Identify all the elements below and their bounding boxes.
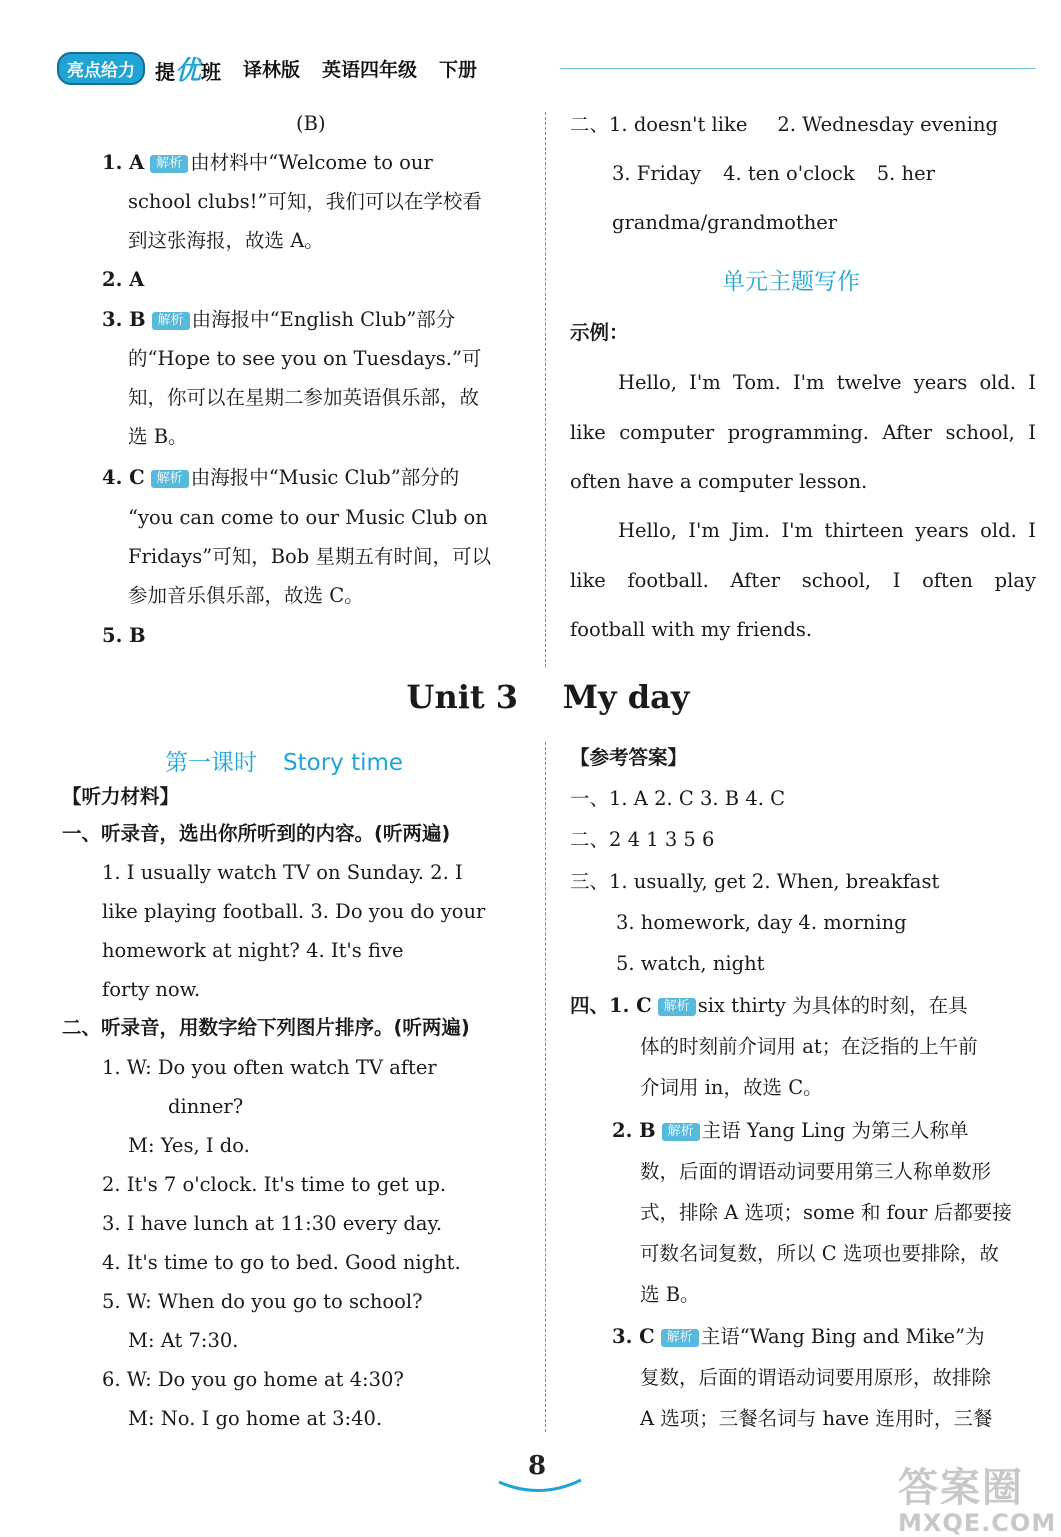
analysis-tag: 解析	[151, 470, 189, 488]
a4-label: 四、1. C	[570, 994, 652, 1017]
lesson-title	[165, 744, 403, 777]
q4-answer-line	[102, 464, 459, 492]
transcript-line: 4. It's time to go to bed. Good night.	[102, 1251, 461, 1274]
transcript-line: 2. It's 7 o'clock. It's time to get up.	[102, 1173, 447, 1196]
lesson-name: Story time	[283, 750, 404, 776]
watermark-logo: 答案圈	[898, 1465, 1024, 1511]
essay-line: often have a computer lesson.	[570, 470, 868, 493]
q3-text: 选 B。	[128, 425, 188, 448]
q3-text: 由海报中“English Club”部分	[191, 308, 456, 331]
answer-item: 5. her	[876, 162, 935, 185]
column-divider-bottom	[545, 742, 546, 1432]
c-answer-line	[612, 1323, 985, 1351]
c-text: A 选项；三餐名词与 have 连用时，三餐	[640, 1407, 993, 1430]
answer-item: 3. Friday	[612, 162, 702, 185]
answer-line: 二、2 4 1 3 5 6	[570, 828, 715, 851]
analysis-tag: 解析	[661, 1329, 699, 1347]
writing-section-title: 单元主题写作	[722, 269, 860, 295]
answer-line: 5. watch, night	[616, 952, 765, 975]
page-header	[57, 52, 477, 84]
analysis-tag: 解析	[150, 155, 188, 173]
a4-text: six thirty 为具体的时刻，在具	[697, 994, 968, 1017]
edition: 译林版	[243, 58, 301, 81]
transcript-line: M: No. I go home at 3:40.	[128, 1407, 383, 1430]
brand-badge: 亮点给力	[57, 52, 145, 85]
header-rule	[560, 68, 1036, 69]
transcript-line: homework at night? 4. It's five	[102, 939, 404, 962]
answer-item: 1. doesn't like	[609, 113, 748, 136]
answer-line: 一、1. A 2. C 3. B 4. C	[570, 787, 786, 810]
series-name	[155, 50, 221, 87]
b-text: 主语 Yang Ling 为第三人称单	[701, 1119, 969, 1142]
q1-text: 由材料中“Welcome to our	[190, 151, 433, 174]
q4-label: 4. C	[102, 466, 145, 489]
part-label: (B)	[296, 112, 326, 135]
analysis-tag: 解析	[658, 998, 696, 1016]
series-ti: 提	[155, 59, 175, 84]
essay-line: like football. After school, I often play	[570, 569, 1036, 592]
subject: 英语四年级	[322, 58, 418, 81]
q1-label: 1. A	[102, 151, 145, 174]
c-text: 复数，后面的谓语动词要用原形，故排除	[640, 1366, 992, 1389]
b-answer-line	[612, 1117, 969, 1145]
q1-text: school clubs!”可知，我们可以在学校看	[128, 190, 482, 213]
volume: 下册	[439, 58, 478, 81]
q5-answer: 5. B	[102, 624, 146, 647]
page-number-swoosh	[495, 1478, 585, 1498]
q3-label: 3. B	[102, 308, 146, 331]
watermark-url: MXQE.COM	[898, 1509, 1057, 1537]
q4-text: 由海报中“Music Club”部分的	[190, 466, 460, 489]
q4-text: “you can come to our Music Club on	[128, 506, 488, 529]
lesson-number: 第一课时	[165, 750, 257, 776]
q3-text: 的“Hope to see you on Tuesdays.”可	[128, 347, 482, 370]
transcript-line: M: At 7:30.	[128, 1329, 239, 1352]
essay-line: football with my friends.	[570, 618, 813, 641]
analysis-tag: 解析	[662, 1123, 700, 1141]
transcript-line: 5. W: When do you go to school?	[102, 1290, 423, 1313]
transcript-line: 1. I usually watch TV on Sunday. 2. I	[102, 861, 463, 884]
transcript-line: like playing football. 3. Do you do your	[102, 900, 486, 923]
q1-text: 到这张海报，故选 A。	[128, 229, 324, 252]
transcript-line: 1. W: Do you often watch TV after	[102, 1056, 437, 1079]
section-2-answers	[612, 160, 935, 188]
answer-line: 三、1. usually, get 2. When, breakfast	[570, 870, 940, 893]
section-4-answer-line	[570, 992, 968, 1020]
section-2-heading: 二、听录音，用数字给下列图片排序。(听两遍)	[62, 1016, 470, 1039]
c-text: 主语“Wang Bing and Mike”为	[700, 1325, 985, 1348]
section-prefix: 二、	[570, 113, 610, 136]
b-text: 可数名词复数，所以 C 选项也要排除，故	[640, 1242, 999, 1265]
reference-answers-heading: 【参考答案】	[570, 746, 688, 769]
series-you: 优	[175, 55, 202, 86]
series-ban: 班	[201, 59, 222, 84]
b-text: 数，后面的谓语动词要用第三人称单数形	[640, 1160, 992, 1183]
section-2-answers	[570, 111, 998, 139]
answer-item: 4. ten o'clock	[723, 162, 855, 185]
transcript-line: 6. W: Do you go home at 4:30?	[102, 1368, 404, 1391]
page-number: 8	[528, 1451, 547, 1481]
b-text: 选 B。	[640, 1283, 700, 1306]
example-label: 示例：	[570, 321, 629, 344]
q2-answer: 2. A	[102, 268, 145, 291]
answer-item: grandma/grandmother	[612, 211, 838, 234]
unit-title: Unit 3 My day	[406, 678, 690, 716]
section-1-heading: 一、听录音，选出你所听到的内容。(听两遍)	[62, 822, 451, 845]
column-divider-top	[545, 112, 546, 667]
analysis-tag: 解析	[152, 312, 190, 330]
watermark	[898, 1456, 1056, 1537]
q4-text: Fridays”可知，Bob 星期五有时间，可以	[128, 545, 491, 568]
q3-text: 知，你可以在星期二参加英语俱乐部，故	[128, 386, 480, 409]
transcript-line: M: Yes, I do.	[128, 1134, 250, 1157]
answer-line: 3. homework, day 4. morning	[616, 911, 907, 934]
answer-item: 2. Wednesday evening	[777, 113, 999, 136]
a4-text: 介词用 in，故选 C。	[640, 1076, 823, 1099]
a4-text: 体的时刻前介词用 at；在泛指的上午前	[640, 1035, 978, 1058]
q3-answer-line	[102, 306, 455, 334]
listening-material-heading: 【听力材料】	[62, 785, 180, 808]
transcript-line: dinner?	[168, 1095, 244, 1118]
q1-answer-line	[102, 149, 433, 177]
transcript-line: forty now.	[102, 978, 201, 1001]
essay-line: Hello, I'm Tom. I'm twelve years old. I	[618, 371, 1036, 394]
c-label: 3. C	[612, 1325, 655, 1348]
b-text: 式，排除 A 选项；some 和 four 后都要接	[640, 1201, 1012, 1224]
transcript-line: 3. I have lunch at 11:30 every day.	[102, 1212, 443, 1235]
essay-line: like computer programming. After school, I	[570, 421, 1036, 444]
b-label: 2. B	[612, 1119, 656, 1142]
essay-line: Hello, I'm Jim. I'm thirteen years old. I	[618, 519, 1036, 542]
q4-text: 参加音乐俱乐部，故选 C。	[128, 584, 364, 607]
